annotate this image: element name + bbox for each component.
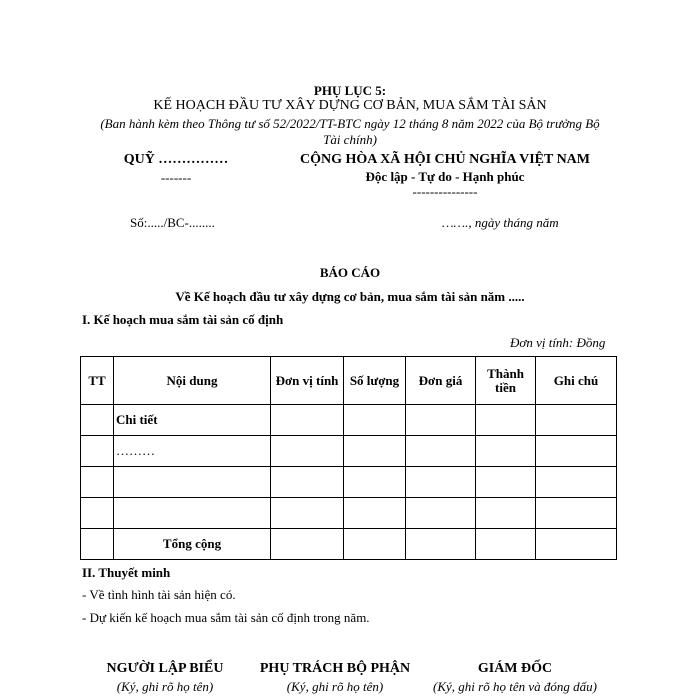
section-2-heading: II. Thuyết minh bbox=[82, 565, 171, 580]
cell-amount bbox=[476, 529, 536, 560]
explanation-item: - Dự kiến kế hoạch mua sắm tài sản cố định trong năm. bbox=[82, 610, 370, 625]
cell-unit-price bbox=[406, 529, 476, 560]
signature-director-title: GIÁM ĐỐC bbox=[477, 661, 553, 676]
table-total-row bbox=[81, 529, 617, 560]
cell-tt bbox=[81, 467, 114, 498]
cell-quantity bbox=[344, 436, 406, 467]
cell-amount bbox=[476, 436, 536, 467]
nation-motto: Độc lập - Tự do - Hạnh phúc bbox=[365, 169, 525, 184]
subtitle-line-1: (Ban hành kèm theo Thông tư số 52/2022/TT-BTC ngày 12 tháng 8 năm 2022 của Bộ trưởng Bộ bbox=[100, 116, 600, 131]
nation-divider: --------------- bbox=[412, 184, 478, 199]
header-note: Ghi chú bbox=[536, 357, 617, 405]
signature-department-title: PHỤ TRÁCH BỘ PHẬN bbox=[259, 661, 411, 676]
cell-quantity bbox=[344, 405, 406, 436]
cell-amount bbox=[476, 405, 536, 436]
report-number: Số:...../BC-........ bbox=[130, 215, 215, 230]
cell-unit-price bbox=[406, 436, 476, 467]
cell-tt bbox=[81, 498, 114, 529]
table-header-row bbox=[81, 357, 617, 405]
signature-department-note: (Ký, ghi rõ họ tên) bbox=[286, 679, 384, 694]
document-title: KẾ HOẠCH ĐẦU TƯ XÂY DỰNG CƠ BẢN, MUA SẮM TÀI SẢN bbox=[153, 98, 547, 113]
fund-divider: ------- bbox=[160, 170, 192, 185]
fund-name: QUỸ …………… bbox=[123, 152, 229, 167]
explanation-item: - Về tình hình tài sản hiện có. bbox=[82, 587, 236, 602]
header-quantity: Số lượng bbox=[344, 357, 406, 405]
cell-amount bbox=[476, 498, 536, 529]
report-subject: Về Kế hoạch đầu tư xây dựng cơ bản, mua sắm tài sản năm ..... bbox=[175, 289, 525, 304]
appendix-label: PHỤ LỤC 5: bbox=[313, 83, 387, 98]
table-row bbox=[81, 436, 617, 467]
cell-note bbox=[536, 436, 617, 467]
cell-tt bbox=[81, 436, 114, 467]
cell-quantity bbox=[344, 467, 406, 498]
cell-note bbox=[536, 529, 617, 560]
signature-director-note: (Ký, ghi rõ họ tên và đóng dấu) bbox=[433, 679, 597, 694]
subtitle-line-2: Tài chính) bbox=[323, 132, 377, 147]
unit-label: Đơn vị tính: Đồng bbox=[510, 335, 606, 350]
cell-unit-price bbox=[406, 405, 476, 436]
cell-unit bbox=[271, 405, 344, 436]
cell-total-label: Tổng cộng bbox=[114, 529, 271, 560]
cell-content bbox=[114, 467, 271, 498]
table-row bbox=[81, 405, 617, 436]
cell-quantity bbox=[344, 529, 406, 560]
cell-unit bbox=[271, 436, 344, 467]
cell-content bbox=[114, 498, 271, 529]
header-unit: Đơn vị tính bbox=[271, 357, 344, 405]
header-tt: TT bbox=[81, 357, 114, 405]
nation-name: CỘNG HÒA XÃ HỘI CHỦ NGHĨA VIỆT NAM bbox=[299, 152, 590, 167]
table-row bbox=[81, 498, 617, 529]
asset-plan-table bbox=[80, 356, 617, 560]
cell-unit bbox=[271, 498, 344, 529]
cell-tt bbox=[81, 529, 114, 560]
cell-quantity bbox=[344, 498, 406, 529]
cell-note bbox=[536, 405, 617, 436]
cell-amount bbox=[476, 467, 536, 498]
cell-content: ……… bbox=[114, 436, 271, 467]
cell-content: Chi tiết bbox=[114, 405, 271, 436]
cell-unit-price bbox=[406, 498, 476, 529]
table-row bbox=[81, 467, 617, 498]
cell-unit bbox=[271, 529, 344, 560]
section-1-heading: I. Kế hoạch mua sắm tài sản cố định bbox=[82, 312, 284, 327]
cell-unit bbox=[271, 467, 344, 498]
header-content: Nội dung bbox=[114, 357, 271, 405]
signature-preparer-note: (Ký, ghi rõ họ tên) bbox=[116, 679, 214, 694]
signature-preparer-title: NGƯỜI LẬP BIỂU bbox=[106, 661, 224, 676]
report-title: BÁO CÁO bbox=[319, 265, 381, 280]
cell-unit-price bbox=[406, 467, 476, 498]
cell-note bbox=[536, 498, 617, 529]
cell-tt bbox=[81, 405, 114, 436]
header-unit-price: Đơn giá bbox=[406, 357, 476, 405]
header-amount: Thành tiền bbox=[476, 357, 536, 405]
cell-note bbox=[536, 467, 617, 498]
report-date: ……., ngày tháng năm bbox=[442, 215, 559, 230]
